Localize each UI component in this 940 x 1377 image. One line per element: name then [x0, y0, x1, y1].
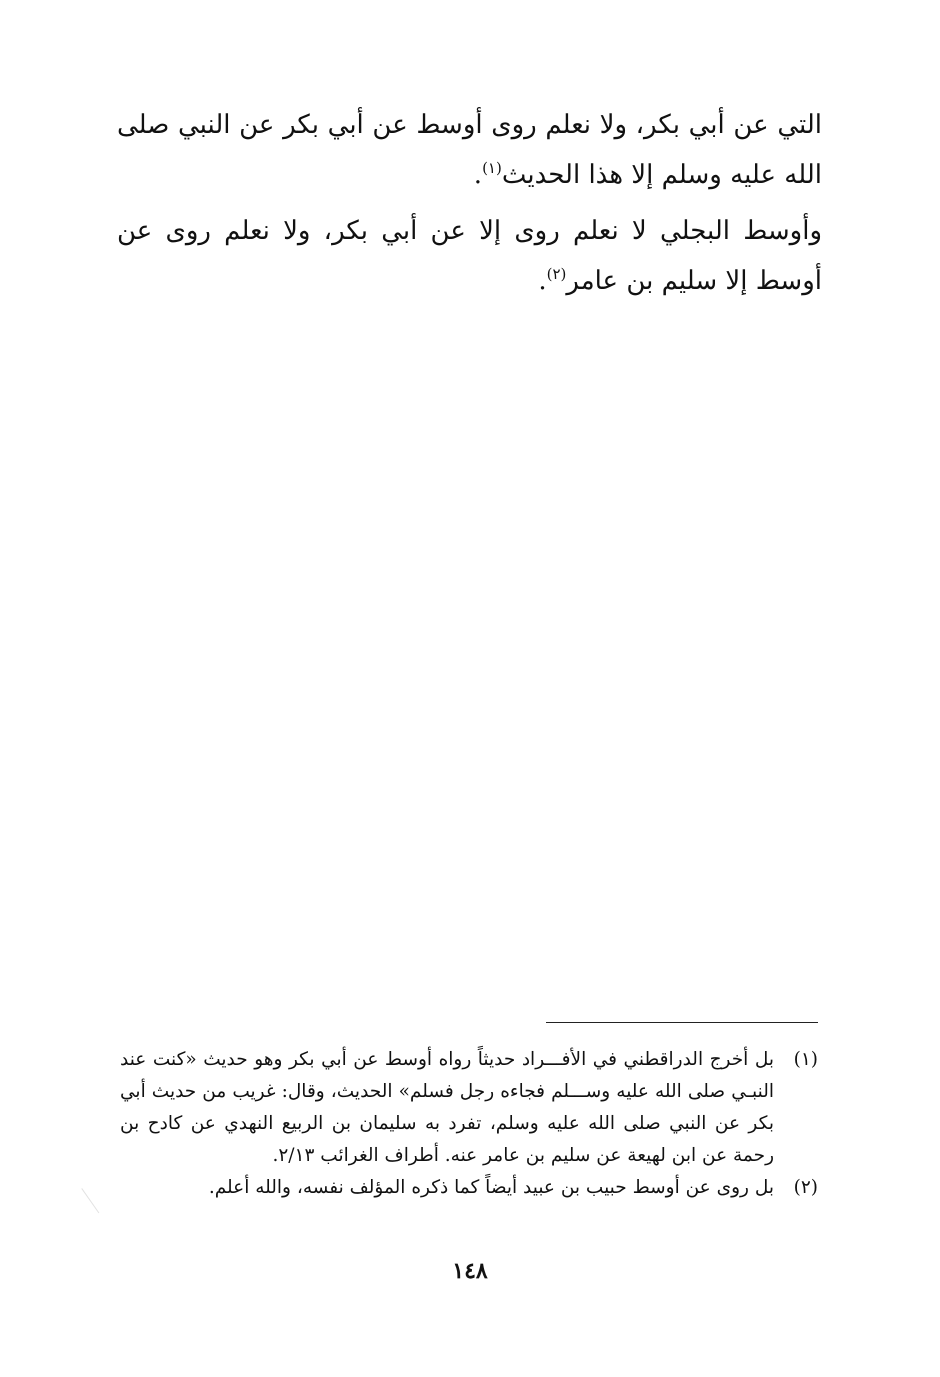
- footnote-1: [120, 1044, 818, 1172]
- footnote-2: [120, 1172, 818, 1204]
- footnote-ref-1: (١): [482, 159, 502, 177]
- paragraph-1: [117, 100, 822, 200]
- footnote-2-number: (٢): [793, 1177, 818, 1198]
- footnote-separator: [546, 1022, 818, 1023]
- footnotes: [120, 1044, 818, 1204]
- footnote-ref-2: (٢): [546, 265, 567, 283]
- main-text: [117, 100, 822, 312]
- footnote-1-text: بل أخرج الدراقطني في الأفـــراد حديثاً رواه أوسط عن أبي بكر وهو حديث «كنت عند النبـي صلى الله عليه وســـلم فجاءه رجل فسلم» الحديث، وقال: غريب من حديث أبي بكر عن النبي صلى الله عليه وسلم، تفرد به سليمان بن الربيع النهدي عن كادح بن رحمة عن ابن لهيعة عن سليم بن عامر عنه. أطراف الغرائب ٢/١٣.: [120, 1049, 774, 1166]
- paragraph-2-end: .: [538, 266, 547, 296]
- paragraph-2: [117, 206, 822, 306]
- footnote-1-number: (١): [793, 1049, 818, 1070]
- footnote-2-text: بل روى عن أوسط حبيب بن عبيد أيضاً كما ذكره المؤلف نفسه، والله أعلم.: [208, 1177, 774, 1198]
- scan-edge-mark: [81, 1177, 115, 1214]
- paragraph-2-text: وأوسط البجلي لا نعلم روى إلا عن أبي بكر، ولا نعلم روى عن أوسط إلا سليم بن عامر: [117, 216, 822, 296]
- paragraph-1-end: .: [473, 160, 483, 190]
- paragraph-1-text: التي عن أبي بكر، ولا نعلم روى أوسط عن أبي بكر عن النبي صلى الله عليه وسلم إلا هذا الحديث: [117, 110, 822, 190]
- page-number: ١٤٨: [452, 1258, 488, 1284]
